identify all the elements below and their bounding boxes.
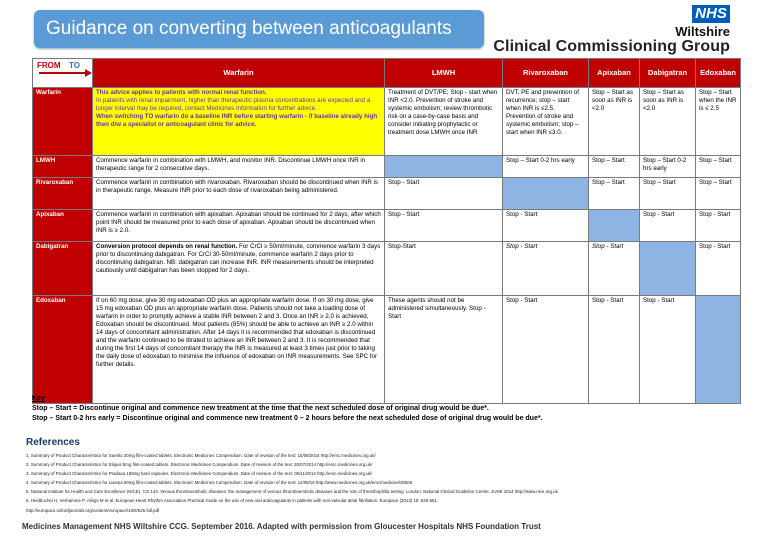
table-cell: Stop – Start [696,156,741,178]
reference-item: 5. National Institute for Health and Care Excellence (NICE). CG 144. Venous thromboembolic diseases: the management of venous thromboembolic diseases and the role of thrombophilia testing. London: National Clinical Guideline Centre. JUNE 2014 http://www.nice.org.uk [26,489,558,495]
table-row [33,242,741,296]
table-cell: Stop - Start [640,296,696,404]
row-header: Apixaban [33,210,93,242]
table-row [33,156,741,178]
reference-item: 3. Summary of Product Characteristics for Pradaxa 150mg hard capsules. Electronic Medicines Compendium. Date of revision of the text: 05/11/2014 http://emc.medicines.org.uk/ [26,471,372,477]
table-cell: Stop - Start [385,178,503,210]
table-cell-empty [640,242,696,296]
table-cell-empty [589,210,640,242]
key-line: Stop – Start 0-2 hrs early = Discontinue original and commence new treatment 0 – 2 hours before the next scheduled dose of original drug would be due*. [32,415,543,422]
reference-item: 1. Summary of Product Characteristics for Xarelto 20mg film-coated tablets. Electronic Medicines Compendium. Date of revision of the text: 15/08/2014 http://emc.medicines.org.uk/ [26,453,376,458]
advice-line: This advice applies to patients with normal renal function. [96,89,267,96]
table-cell: Stop - Start [385,210,503,242]
to-label: TO [69,61,80,70]
table-cell: Stop – Start 0-2 hrs early [503,156,589,178]
table-cell: DVT, PE and prevention of recurrence; stop – start when INR is ≤2.5. Prevention of stroke and systemic embolism; stop – start when INR ≤3.0. [503,88,589,156]
conversion-table [32,58,741,404]
table-cell: Commence warfarin in combination with LMWH, and monitor INR. Discontinue LMWH once INR in therapeutic range for 2 consecutive days. [93,156,385,178]
row-header: Warfarin [33,88,93,156]
page-title: Guidance on converting between anticoagulants [46,18,452,39]
references-section [26,437,756,515]
table-cell: Stop – Start 0-2 hrs early [640,156,696,178]
org-name-line1: Wiltshire [675,24,730,39]
reference-item: http://europace.oxfordjournals.org/content/europace/15/5/625.full.pdf [26,507,160,513]
key-section [32,394,740,424]
reference-item: 2. Summary of Product Characteristics for Eliquis 5mg film-coated tablets. Electronic Medicines Compendium. Date of revision of the text: 30/07/2014 http://emc.medicines.org.uk/ [26,462,373,468]
table-cell: Stop-Start [385,242,503,296]
cell-warfarin-advice [93,88,385,156]
footer-text: Medicines Management NHS Wiltshire CCG. September 2016. Adapted with permission from Gloucester Hospitals NHS Foundation Trust [22,522,541,531]
row-header: LMWH [33,156,93,178]
table-cell-empty [385,156,503,178]
table-cell-empty [696,296,741,404]
key-line: Stop – Start = Discontinue original and commence new treatment at the time that the next scheduled dose of original drug would be due*. [32,405,489,412]
table-cell: These agents should not be administered simultaneously. Stop - Start [385,296,503,404]
row-header: Edoxaban [33,296,93,404]
advice-line: When switching TO warfarin do a baseline INR before starting warfarin - if baseline already high then d/w a specialist or anticoagulant clinic for advice. [96,113,378,128]
table-row [33,178,741,210]
cell-text: For CrCl ≥ 50ml/minute, commence warfarin 3 days prior to discontinuing dabigatran. For CrCl 30-50ml/minute, commence warfarin 2 days prior to discontinuing dabigatran. NB: dabigatran can increase INR. INR measurements should be interpreted cautiously until dabigatran has been stopped for 2 days. [96,243,381,274]
table-cell: Stop - Start [503,210,589,242]
references-title: References [26,437,80,448]
table-cell [93,242,385,296]
advice-line: In patients with renal impairment, higher than therapeutic plasma concentrations are expected and a longer interval may be required, contact Medicines Information for further advice. [96,97,371,112]
nhs-logo: NHS [692,5,730,23]
column-header: LMWH [385,59,503,88]
cell-bold-text: Conversion protocol depends on renal function. [96,243,238,250]
row-header: Rivaroxaban [33,178,93,210]
table-cell: Treatment of DVT/PE; Stop - start when INR <2.0. Prevention of stroke and systemic embolism; review thrombotic risk on a case-by-case basis and consider initiating prophylactic or treatment dose LMWH once INR [385,88,503,156]
table-cell: Stop – Start [696,178,741,210]
table-cell: Stop - Start [503,296,589,404]
from-to-corner [33,59,93,88]
column-header: Rivaroxaban [503,59,589,88]
key-title: Key [32,395,45,402]
table-cell: Stop - Start [696,210,741,242]
table-row [33,88,741,156]
table-cell-empty [503,178,589,210]
table-cell: Stop - Start [589,296,640,404]
title-banner [34,10,484,48]
reference-item: 6. Heidbuchel H, Verhamme P, Alings M et al. European Heart Rhythm Association Practical Guide on the use of new oral anticoagulants in patients with non-valvular atrial fibrillation. Europace (2013) 15; 625-651. [26,498,439,504]
table-cell: Stop – Start [589,156,640,178]
column-header: Apixaban [589,59,640,88]
table-cell: If on 60 mg dose, give 30 mg edoxaban OD plus an appropriate warfarin dose. If on 30 mg dose, give 15 mg edoxaban OD plus an appropriate warfarin dose. Patients should not take a loading dose of warfarin in order to promptly achieve a stable INR between 2 and 3. Once an INR ≥ 2.0 is achieved, Edoxaban should be discontinued. Most patients (85%) should be able to achieve an INR ≥ 2.0 within 14 days of concomitant administration. After 14 days it is recommended that edoxaban is discontinued and the warfarin continued to be titrated to achieve an INR between 2 and 3. It is recommended that during the first 14 days of concomitant therapy the INR is measured at least 3 times just prior to taking the daily dose of edoxaban to minimise the influence of edoxaban on INR measurements. See SPC for further details. [93,296,385,404]
column-header: Dabigatran [640,59,696,88]
table-cell: Stop - Start [640,210,696,242]
table-cell: Stop – Start as soon as INR is <2.0 [589,88,640,156]
table-cell: Stop - Start [503,242,589,296]
table-header-row [33,59,741,88]
table-cell: Stop - Start [589,242,640,296]
table-cell: Commence warfarin in combination with rivaroxaban. Rivaroxaban should be discontinued when INR is in therapeutic range. Measure INR prior to each dose of rivaroxaban being administered. [93,178,385,210]
org-name-line2: Clinical Commissioning Group [493,38,730,55]
table-cell: Stop – Start [640,178,696,210]
table-cell: Stop – Start when the INR is ≤ 2.5 [696,88,741,156]
column-header: Warfarin [93,59,385,88]
table-cell: Stop - Start [696,242,741,296]
arrow-right-icon [39,72,87,74]
reference-item: 4. Summary of Product Characteristics for Lixiana 60mg film-coated tablets. Electronic Medicines Compendium. Date of revision of the text: 12/08/16 http://www.medicines.org.uk/emc/medicine/30506 [26,480,413,486]
arrowhead-icon [85,69,92,77]
table-cell: Stop – Start [589,178,640,210]
table-row [33,296,741,404]
table-cell: Stop – Start as soon as INR is <2.0 [640,88,696,156]
table-row [33,210,741,242]
table-cell: Commence warfarin in combination with apixaban. Apixaban should be continued for 2 days, after which point INR should be measured prior to each dose of apixaban. Apixaban should be discontinued when INR is ≥ 2.0. [93,210,385,242]
column-header: Edoxaban [696,59,741,88]
row-header: Dabigatran [33,242,93,296]
from-label: FROM [37,61,61,70]
